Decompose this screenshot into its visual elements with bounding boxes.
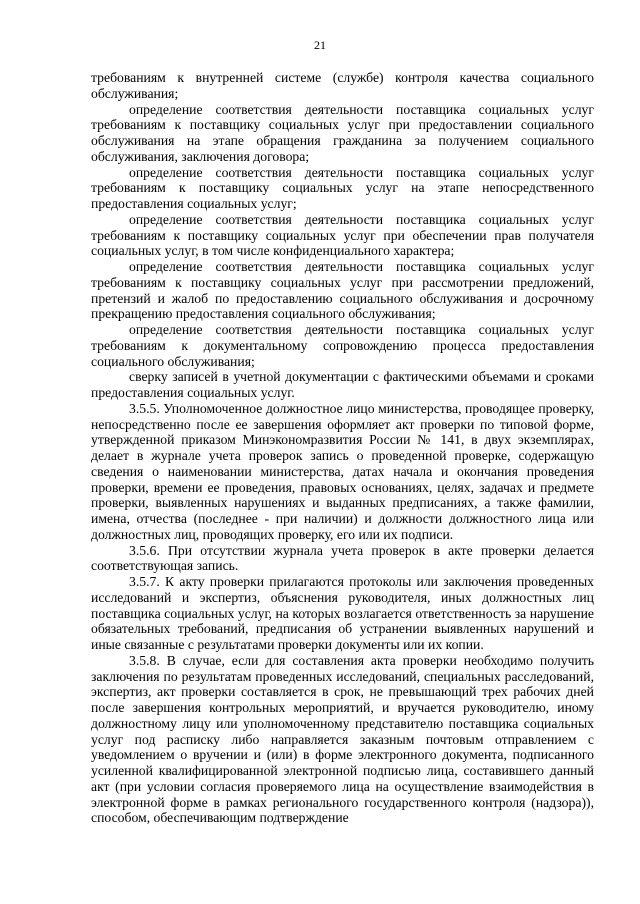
paragraph-check-complaints: определение соответствия деятельности поставщика социальных услуг требованиям к поставщику социальных услуг при рассмотрении предложений, претензий и жалоб по предоставлению социального обслуживания и досрочному прекращению предоставления социального обслуживания; (91, 259, 594, 322)
page-number: 21 (314, 38, 326, 52)
body-text (91, 70, 594, 826)
paragraph-continued: требованиям к внутренней системе (службе) контроля качества социального обслуживания; (91, 70, 594, 101)
paragraph-3-5-5: 3.5.5. Уполномоченное должностное лицо министерства, проводящее проверку, непосредственно после ее завершения оформляет акт проверки по типовой форме, утвержденной приказом Минэкономразвития России № 141, в двух экземплярах, делает в журнале учета проверок запись о проведенной проверке, содержащую сведения о наименовании министерства, датах начала и окончания проведения проверки, времени ее проведения, правовых основаниях, целях, задачах и предмете проверки, выявленных нарушениях и выданных предписаниях, а также фамилии, имена, отчества (последнее - при наличии) и должности должностного лица или должностных лиц, проводящих проверку, его или их подписи. (91, 400, 594, 542)
paragraph-check-direct-provision: определение соответствия деятельности поставщика социальных услуг требованиям к поставщику социальных услуг на этапе непосредственного предоставления социальных услуг; (91, 164, 594, 211)
paragraph-3-5-7: 3.5.7. К акту проверки прилагаются протоколы или заключения проведенных исследований и экспертиз, объяснения руководителя, иных должностных лиц поставщика социальных услуг, на которых возлагается ответственность за нарушение обязательных требований, предписания об устранении выявленных нарушений и иные связанные с результатами проверки документы или их копии. (91, 574, 594, 652)
paragraph-check-documentation: определение соответствия деятельности поставщика социальных услуг требованиям к документальному сопровождению процесса предоставления социального обслуживания; (91, 322, 594, 369)
paragraph-check-recipient-rights: определение соответствия деятельности поставщика социальных услуг требованиям к поставщику социальных услуг при обеспечении прав получателя социальных услуг, в том числе конфиденциального характера; (91, 211, 594, 259)
paragraph-3-5-8: 3.5.8. В случае, если для составления акта проверки необходимо получить заключения по результатам проведенных исследований, специальных расследований, экспертиз, акт проверки составляется в срок, не превышающий трех рабочих дней после завершения контрольных мероприятий, и вручается руководителю, иному должностному лицу или уполномоченному представителю поставщика социальных услуг под расписку либо направляется заказным почтовым отправлением с уведомлением о вручении и (или) в форме электронного документа, подписанного усиленной квалифицированной электронной подписью лица, составившего данный акт (при условии согласия проверяемого лица на осуществление взаимодействия в электронной форме в рамках регионального государственного контроля (надзора)), способом, обеспечивающим подтверждение (91, 652, 594, 826)
paragraph-check-contract-stage: определение соответствия деятельности поставщика социальных услуг требованиям к поставщику социальных услуг при предоставлении социального обслуживания на этапе обращения гражданина за получением социального обслуживания, заключения договора; (91, 101, 594, 164)
paragraph-3-5-6: 3.5.6. При отсутствии журнала учета проверок в акте проверки делается соответствующая запись. (91, 542, 594, 574)
paragraph-records-reconciliation: сверку записей в учетной документации с фактическими объемами и сроками предоставления социальных услуг. (91, 369, 594, 400)
